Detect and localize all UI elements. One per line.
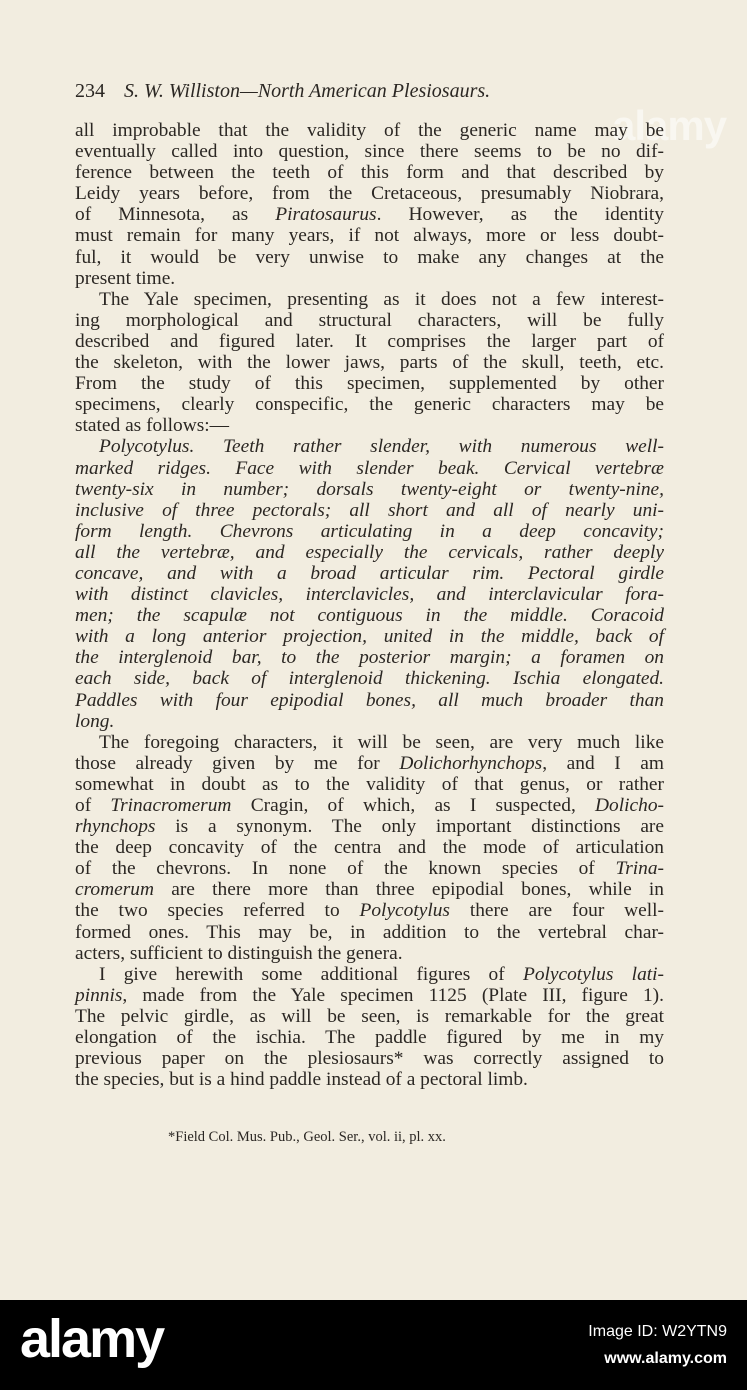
text-line <box>75 879 664 900</box>
italic-text: each side, back of interglenoid thickening. Ischia elongated. <box>75 668 664 690</box>
text-line <box>75 479 664 500</box>
text-line <box>75 289 664 310</box>
text-line <box>75 268 664 289</box>
text-line <box>75 753 664 774</box>
text-line <box>75 837 664 858</box>
text-line <box>75 795 664 816</box>
text-line <box>75 985 664 1006</box>
text-line <box>75 690 664 711</box>
text-segment: present time. <box>75 267 176 289</box>
page-number: 234 <box>75 80 105 102</box>
text-segment: ing morphological and structural characters, will be fully <box>75 309 664 331</box>
text-segment: the two species referred to <box>75 900 360 922</box>
italic-text: the interglenoid bar, to the posterior margin; a foramen on <box>75 647 664 669</box>
text-line <box>75 647 664 668</box>
text-line <box>75 521 664 542</box>
text-segment: formed ones. This may be, in addition to the vertebral char- <box>75 921 664 943</box>
watermark-footer <box>0 1300 747 1390</box>
text-line <box>75 373 664 394</box>
text-segment: Leidy years before, from the Cretaceous, presumably Niobrara, <box>75 183 664 205</box>
italic-text: form length. Chevrons articulating in a deep concavity; <box>75 520 664 542</box>
text-line <box>75 626 664 647</box>
text-line <box>75 331 664 352</box>
text-line <box>75 774 664 795</box>
site-url: www.alamy.com <box>604 1350 727 1367</box>
italic-text: rhynchops <box>75 816 156 838</box>
italic-text: men; the scapulæ not contiguous in the middle. Coracoid <box>75 605 664 627</box>
italic-text: Dolichorhynchops <box>399 752 543 774</box>
text-segment: elongation of the ischia. The paddle figured by me in my <box>75 1027 664 1049</box>
text-line <box>75 584 664 605</box>
running-title: S. W. Williston—North American Plesiosaurs. <box>124 80 491 102</box>
text-line <box>75 711 664 732</box>
text-segment: of the chevrons. In none of the known species of <box>75 858 616 880</box>
text-segment: Cragin, of which, as I suspected, <box>231 795 596 816</box>
italic-text: inclusive of three pectorals; all short and all of nearly uni- <box>75 499 664 521</box>
text-line <box>75 1048 664 1069</box>
text-segment: stated as follows:— <box>75 415 230 437</box>
text-line <box>75 458 664 479</box>
italic-text: with a long anterior projection, united in the middle, back of <box>75 626 664 648</box>
text-segment: I give herewith some additional figures of <box>99 963 523 985</box>
text-segment: ful, it would be very unwise to make any changes at the <box>75 246 664 268</box>
italic-text: Trinacromerum <box>110 795 232 816</box>
text-segment: there are four well- <box>449 900 665 922</box>
text-segment: of <box>75 795 111 816</box>
italic-text: concave, and with a broad articular rim. Pectoral girdle <box>75 562 664 584</box>
italic-text: Polycotylus lati- <box>522 963 664 985</box>
italic-text: with distinct clavicles, interclavicles, and interclavicular fora- <box>75 584 664 606</box>
text-segment: acters, sufficient to distinguish the genera. <box>75 942 403 964</box>
italic-text: Dolicho- <box>595 795 664 816</box>
text-line <box>75 1006 664 1027</box>
image-meta <box>588 1318 727 1372</box>
watermark-logo: alamy <box>612 102 727 149</box>
text-segment: all improbable that the validity of the generic name may be <box>75 120 664 141</box>
text-line <box>75 436 664 457</box>
text-line <box>75 394 664 415</box>
text-segment: previous paper on the plesiosaurs* was correctly assigned to <box>75 1048 664 1070</box>
italic-text: all the vertebræ, and especially the cervicals, rather deeply <box>75 541 664 563</box>
text-line <box>75 1069 664 1090</box>
text-line <box>75 225 664 246</box>
text-line <box>75 922 664 943</box>
italic-text: Piratosaurus <box>275 204 377 226</box>
running-header <box>75 80 675 103</box>
italic-text: Trina- <box>615 858 664 880</box>
italic-text: pinnis <box>75 984 123 1006</box>
text-segment: . However, as the identity <box>376 204 664 226</box>
text-line <box>75 415 664 436</box>
text-line <box>75 500 664 521</box>
italic-text: Polycotylus. Teeth rather slender, with numerous well- <box>99 436 664 458</box>
text-line <box>75 900 664 921</box>
text-segment: described and figured later. It comprises the larger part of <box>75 330 664 352</box>
text-line <box>75 352 664 373</box>
text-line <box>75 310 664 331</box>
text-segment: , and I am <box>542 752 664 774</box>
text-segment: From the study of this specimen, supplemented by other <box>75 373 664 395</box>
text-line <box>75 563 664 584</box>
text-segment: must remain for many years, if not always, more or less doubt- <box>75 225 664 247</box>
text-line <box>75 858 664 879</box>
italic-text: Paddles with four epipodial bones, all much broader than <box>75 689 664 711</box>
text-line <box>75 141 664 162</box>
italic-text: marked ridges. Face with slender beak. Cervical vertebræ <box>75 457 664 479</box>
text-line <box>75 605 664 626</box>
italic-text: long. <box>75 710 115 732</box>
text-line <box>75 943 664 964</box>
text-segment: is a synonym. The only important distinctions are <box>155 816 664 838</box>
text-line <box>75 542 664 563</box>
text-line <box>75 162 664 183</box>
text-line <box>75 204 664 225</box>
italic-text: cromerum <box>75 879 154 901</box>
text-segment: specimens, clearly conspecific, the generic characters may be <box>75 394 664 416</box>
text-segment: The Yale specimen, presenting as it does not a few interest- <box>99 288 664 310</box>
footnote: *Field Col. Mus. Pub., Geol. Ser., vol. ii, pl. xx. <box>168 1129 446 1145</box>
italic-text: Polycotylus <box>359 900 450 922</box>
italic-text: twenty-six in number; dorsals twenty-eight or twenty-nine, <box>75 478 664 500</box>
text-line <box>75 964 664 985</box>
image-id: Image ID: W2YTN9 <box>588 1323 727 1340</box>
text-segment: somewhat in doubt as to the validity of that genus, or rather <box>75 773 664 795</box>
text-line <box>75 732 664 753</box>
text-segment: of Minnesota, as <box>75 204 276 226</box>
text-line <box>75 120 664 141</box>
text-line <box>75 183 664 204</box>
text-segment: are there more than three epipodial bones, while in <box>153 879 664 901</box>
text-segment: , made from the Yale specimen 1125 (Plate III, figure 1). <box>122 984 664 1006</box>
brand-logo: alamy <box>20 1309 164 1369</box>
text-segment: the skeleton, with the lower jaws, parts of the skull, teeth, etc. <box>75 352 664 374</box>
text-segment: the deep concavity of the centra and the mode of articulation <box>75 837 664 859</box>
text-segment: ference between the teeth of this form and that described by <box>75 162 664 184</box>
text-line <box>75 1027 664 1048</box>
body-text <box>75 120 664 1090</box>
text-segment: those already given by me for <box>75 752 400 774</box>
text-segment: the species, but is a hind paddle instead of a pectoral limb. <box>75 1069 528 1091</box>
text-line <box>75 816 664 837</box>
text-line <box>75 247 664 268</box>
text-segment: eventually called into question, since there seems to be no dif- <box>75 141 664 163</box>
text-segment: The foregoing characters, it will be seen, are very much like <box>99 731 664 753</box>
text-segment: The pelvic girdle, as will be seen, is remarkable for the great <box>75 1005 664 1027</box>
text-line <box>75 668 664 689</box>
